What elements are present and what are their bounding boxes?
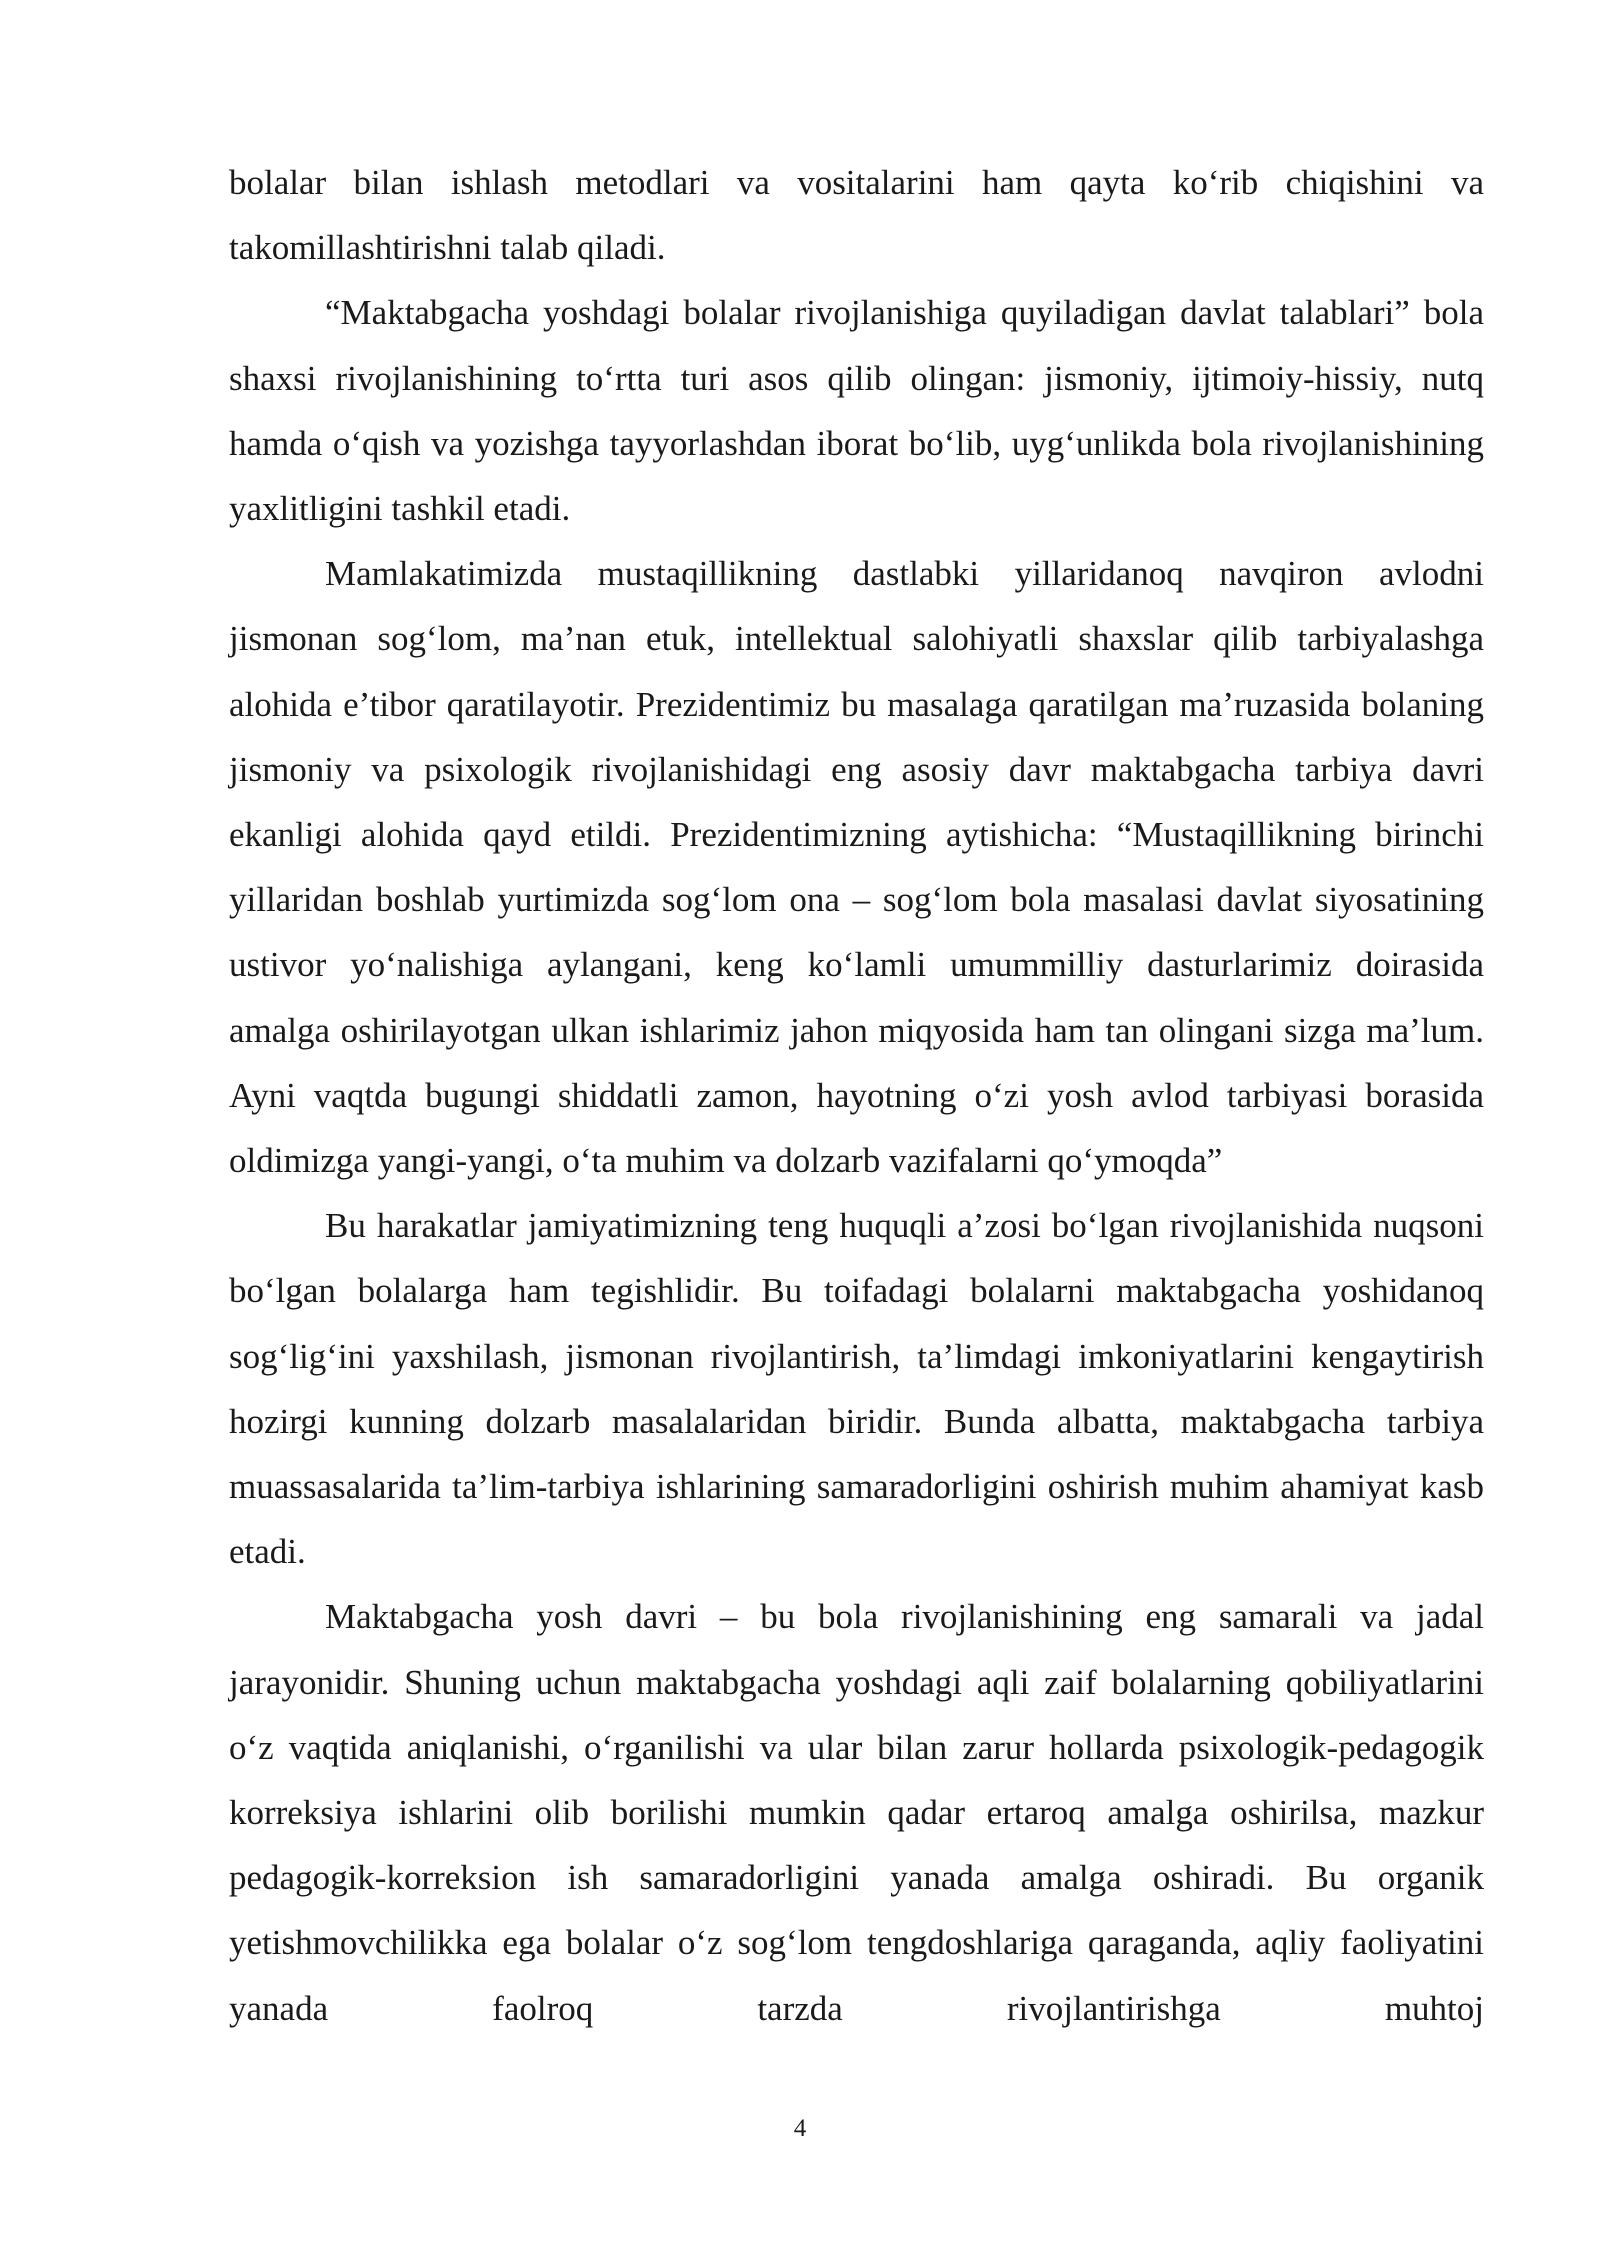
- paragraph-5: Maktabgacha yosh davri – bu bola rivojlanishining eng samarali va jadal jarayonidir. Shuning uchun maktabgacha yoshdagi aqli zaif bolalarning qobiliyatlarini o‘z vaqtida aniqlanishi, o‘rganilishi va ular bilan zarur hollarda psixologik-pedagogik korreksiya ishlarini olib borilishi mumkin qadar ertaroq amalga oshirilsa, mazkur pedagogik-korreksion ish samaradorligini yanada amalga oshiradi. Bu organik yetishmovchilikka ega bolalar o‘z sog‘lom tengdoshlariga qaraganda, aqliy faoliyatini yanada faolroq tarzda rivojlantirishga muhtoj: [229, 1597, 1484, 2028]
- paragraph-3: Mamlakatimizda mustaqillikning dastlabki yillaridanoq navqiron avlodni jismonan sog‘lom, ma’nan etuk, intellektual salohiyatli shaxslar qilib tarbiyalashga alohida e’tibor qaratilayotir. Prezidentimiz bu masalaga qaratilgan ma’ruzasida bolaning jismoniy va psixologik rivojlanishidagi eng asosiy davr maktabgacha tarbiya davri ekanligi alohida qayd etildi. Prezidentimizning aytishicha: “Mustaqillikning birinchi yillaridan boshlab yurtimizda sog‘lom ona – sog‘lom bola masalasi davlat siyosatining ustivor yo‘nalishiga aylangani, keng ko‘lamli umummilliy dasturlarimiz doirasida amalga oshirilayotgan ulkan ishlarimiz jahon miqyosida ham tan olingani sizga ma’lum. Ayni vaqtda bugungi shiddatli zamon, hayotning o‘zi yosh avlod tarbiyasi borasida oldimizga yangi-yangi, o‘ta muhim va dolzarb vazifalarni qo‘ymoqda”: [229, 554, 1484, 1181]
- paragraph-2: “Maktabgacha yoshdagi bolalar rivojlanishiga quyiladigan davlat talablari” bola shaxsi rivojlanishining to‘rtta turi asos qilib olingan: jismoniy, ijtimoiy-hissiy, nutq hamda o‘qish va yozishga tayyorlashdan iborat bo‘lib, uyg‘unlikda bola rivojlanishining yaxlitligini tashkil etadi.: [229, 293, 1484, 529]
- page-number: 4: [793, 2115, 807, 2142]
- paragraph-4: Bu harakatlar jamiyatimizning teng huquqli a’zosi bo‘lgan rivojlanishida nuqsoni bo‘lgan bolalarga ham tegishlidir. Bu toifadagi bolalarni maktabgacha yoshidanoq sog‘lig‘ini yaxshilash, jismonan rivojlantirish, ta’limdagi imkoniyatlarini kengaytirish hozirgi kunning dolzarb masalalaridan biridir. Bunda albatta, maktabgacha tarbiya muassasalarida ta’lim-tarbiya ishlarining samaradorligini oshirish muhim ahamiyat kasb etadi.: [229, 1206, 1484, 1572]
- paragraph-1: bolalar bilan ishlash metodlari va vositalarini ham qayta ko‘rib chiqishini va takomillashtirishni talab qiladi.: [229, 163, 1484, 268]
- document-body: [229, 150, 1484, 2041]
